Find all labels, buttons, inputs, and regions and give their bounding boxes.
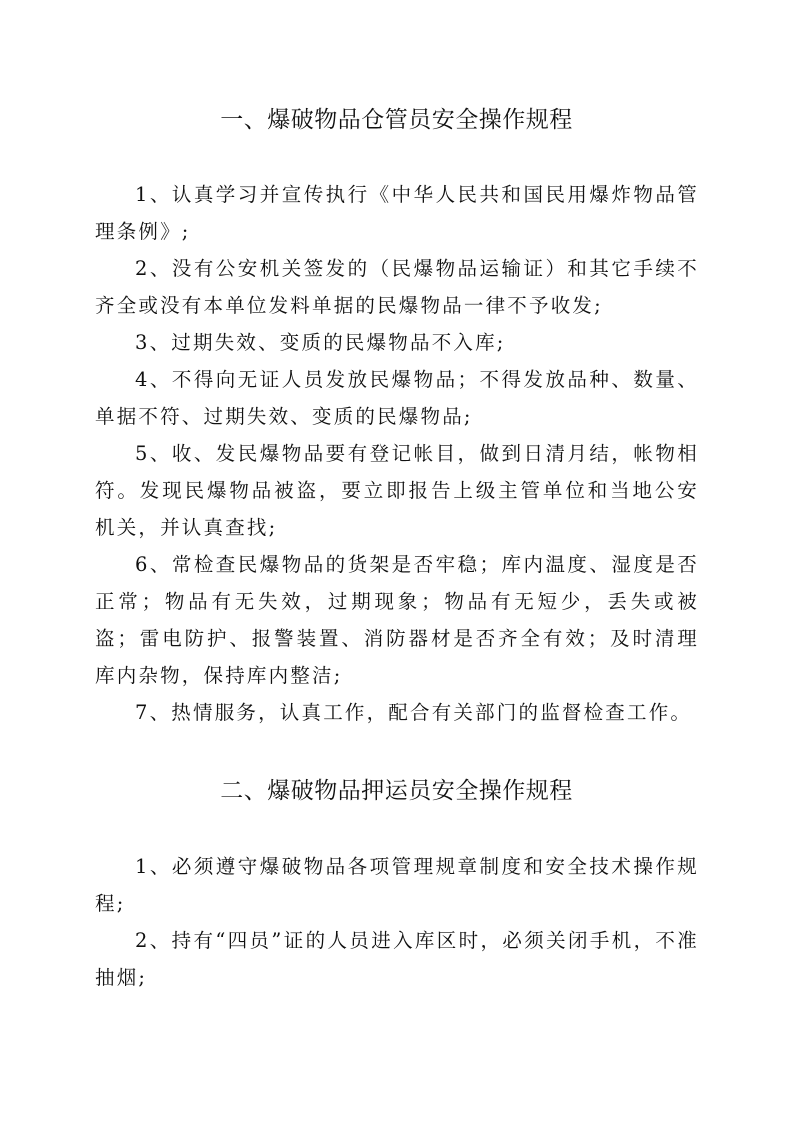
section-1-title: 一、爆破物品仓管员安全操作规程 bbox=[220, 107, 573, 133]
section-1-item-3: 3、过期失效、变质的民爆物品不入库; bbox=[135, 331, 506, 354]
section-2-item-1: 1、必须遵守爆破物品各项管理规章制度和安全技术操作规程; bbox=[95, 855, 699, 915]
section-1-item-6: 6、常检查民爆物品的货架是否牢稳；库内温度、湿度是否正常；物品有无失效，过期现象；物品有无短少，丢失或被盗；雷电防护、报警装置、消防器材是否齐全有效；及时清理库内杂物，保持库内整洁; bbox=[95, 553, 699, 687]
section-1-item-5: 5、收、发民爆物品要有登记帐目，做到日清月结，帐物相符。发现民爆物品被盗，要立即报告上级主管单位和当地公安机关，并认真查找; bbox=[95, 442, 699, 539]
section-1-item-1: 1、认真学习并宣传执行《中华人民共和国民用爆炸物品管理条例》; bbox=[95, 183, 699, 243]
section-1-item-7: 7、热情服务，认真工作，配合有关部门的监督检查工作。 bbox=[135, 701, 693, 724]
section-1-item-4: 4、不得向无证人员发放民爆物品；不得发放品种、数量、单据不符、过期失效、变质的民爆物品; bbox=[95, 368, 699, 428]
section-2-item-2: 2、持有“四员”证的人员进入库区时，必须关闭手机，不准抽烟; bbox=[95, 929, 699, 989]
section-1-item-2: 2、没有公安机关签发的（民爆物品运输证）和其它手续不齐全或没有本单位发料单据的民爆物品一律不予收发; bbox=[95, 257, 699, 317]
section-2-title: 二、爆破物品押运员安全操作规程 bbox=[220, 778, 573, 804]
